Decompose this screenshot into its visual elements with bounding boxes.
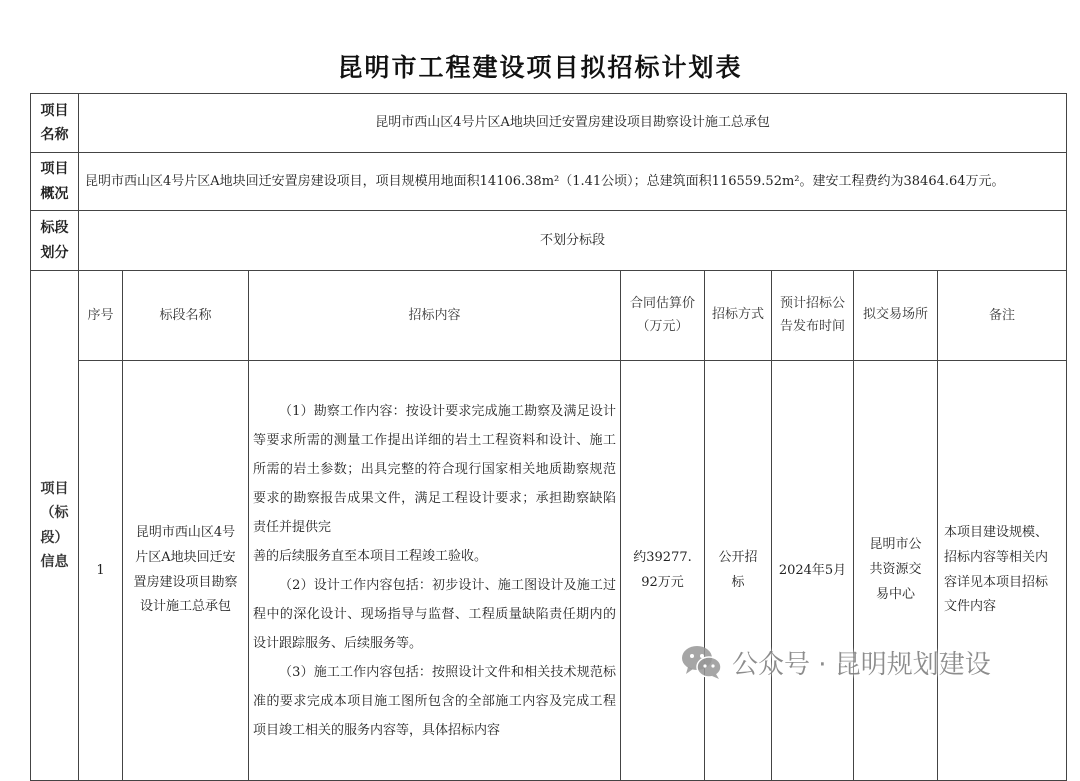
table-header-row: [31, 271, 1067, 361]
row-content: [249, 361, 621, 781]
header-remarks: 备注: [938, 271, 1067, 361]
row-seq: 1: [79, 361, 123, 781]
table-row: [31, 361, 1067, 781]
watermark: [680, 640, 991, 684]
project-info-label: 项目（标段）信息: [31, 271, 79, 781]
row-method: 公开招标: [705, 361, 772, 781]
header-seq: 序号: [79, 271, 123, 361]
row-notice-time: 2024年5月: [772, 361, 854, 781]
content-paragraph-survey-end: 善的后续服务直至本项目工程竣工验收。: [253, 548, 488, 564]
page-title: 昆明市工程建设项目拟招标计划表: [337, 53, 743, 82]
section-division-label: 标段划分: [31, 211, 79, 271]
section-division-row: [31, 211, 1067, 271]
content-paragraph-design: （2）设计工作内容包括：初步设计、施工图设计及施工过程中的深化设计、现场指导与监督、工程质量缺陷责任期内的设计跟踪服务、后续服务等。: [253, 577, 616, 651]
section-division-value: 不划分标段: [79, 211, 1067, 271]
wechat-icon: [680, 643, 724, 681]
row-section-name: 昆明市西山区4号片区A地块回迁安置房建设项目勘察设计施工总承包: [123, 361, 249, 781]
project-overview-value: 昆明市西山区4号片区A地块回迁安置房建设项目，项目规模用地面积14106.38m²（1.41公顷）；总建筑面积116559.52m²。建安工程费约为38464.64万元。: [79, 153, 1067, 211]
project-name-value: 昆明市西山区4号片区A地块回迁安置房建设项目勘察设计施工总承包: [79, 94, 1067, 153]
project-name-label: 项目名称: [31, 94, 79, 153]
project-overview-label: 项目概况: [31, 153, 79, 211]
header-venue: 拟交易场所: [854, 271, 938, 361]
header-content: 招标内容: [249, 271, 621, 361]
header-method: 招标方式: [705, 271, 772, 361]
header-section-name: 标段名称: [123, 271, 249, 361]
watermark-text: 公众号 · 昆明规划建设: [732, 649, 991, 680]
header-contract-price: 合同估算价（万元）: [621, 271, 705, 361]
project-name-row: [31, 94, 1067, 153]
project-overview-row: [31, 153, 1067, 211]
row-venue: 昆明市公共资源交易中心: [854, 361, 938, 781]
header-notice-time: 预计招标公告发布时间: [772, 271, 854, 361]
content-paragraph-survey: （1）勘察工作内容：按设计要求完成施工勘察及满足设计等要求所需的测量工作提出详细的岩土工程资料和设计、施工所需的岩土参数；出具完整的符合现行国家相关地质勘察规范要求的勘察报告成果文件，满足工程设计要求；承担勘察缺陷责任并提供完: [253, 403, 616, 535]
row-contract-price: 约39277.92万元: [621, 361, 705, 781]
content-paragraph-construction: （3）施工工作内容包括：按照设计文件和相关技术规范标准的要求完成本项目施工图所包含的全部施工内容及完成工程项目竣工相关的服务内容等，具体招标内容: [253, 664, 616, 738]
row-remarks: 本项目建设规模、招标内容等相关内容详见本项目招标文件内容: [938, 361, 1067, 781]
